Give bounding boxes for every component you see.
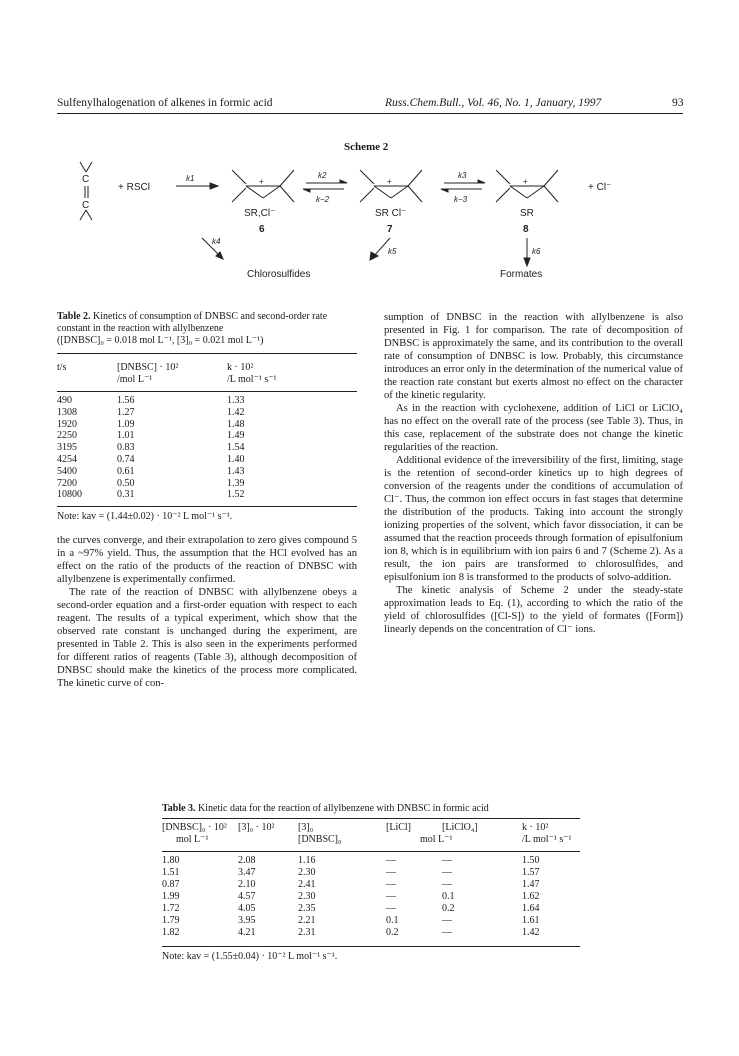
- table-header-row: t/s [DNBSC] · 10² k · 10²: [57, 362, 254, 373]
- table-row: 4254 0.74 1.40: [57, 453, 245, 465]
- running-title: Sulfenylhalogenation of alkenes in formic acid: [57, 97, 273, 109]
- table-row: 1.80 2.08 1.16 — — 1.50: [162, 855, 540, 866]
- table3-note: Note: kav = (1.55±0.04) · 10⁻² L mol⁻¹ s⁻¹.: [162, 951, 338, 962]
- table-row: 5400 0.61 1.43: [57, 465, 245, 477]
- svg-text:k2: k2: [318, 171, 327, 180]
- table-header-row: [DNBSC]₀ · 10² [3]₀ · 10² [3]₀ [LiCl] [LiClO₄] k · 10²: [162, 822, 549, 833]
- page-number: 93: [672, 97, 684, 109]
- table-row: 1.51 3.47 2.30 — — 1.57: [162, 867, 540, 878]
- left-column-text: the curves converge, and their extrapolation to zero gives compound 5 in a ~97% yield. Thus, the assumption that the HCl evolved has an effect on the ratio of the products of the reaction of DNBSC with allylbenzene is experimentally confirmed. The rate of the reaction of DNBSC with allylbenzene obeys a second-order equation and a first-order equation with respect to each reagent. The results of a typical experiment, which show that the observed rate constant is unchanged during the experiment, are presented in Table 2. This is also seen in the experiments performed for different ratios of reagents (Table 3), although decomposition of DNBSC should make the kinetics of the process more complicated. The kinetic curve of con-: [57, 535, 357, 689]
- reaction-scheme: [60, 150, 680, 285]
- alkene-bond: [80, 162, 86, 172]
- table-row: 7200 0.50 1.39: [57, 477, 245, 489]
- compound-8-number: 8: [523, 224, 529, 235]
- table-row: 2250 1.01 1.49: [57, 430, 245, 442]
- svg-text:k6: k6: [532, 247, 541, 256]
- table-row: 1.72 4.05 2.35 — 0.2 1.64: [162, 903, 540, 914]
- table2-note: Note: kav = (1.44±0.02) · 10⁻² L mol⁻¹ s⁻¹.: [57, 511, 233, 522]
- table-row: 1.79 3.95 2.21 0.1 — 1.61: [162, 915, 540, 926]
- svg-text:+: +: [387, 177, 392, 186]
- scheme-title: Scheme 2: [344, 141, 389, 153]
- table-row: 1.82 4.21 2.31 0.2 — 1.42: [162, 927, 540, 938]
- svg-text:k5: k5: [388, 247, 397, 256]
- svg-text:+: +: [259, 177, 264, 186]
- right-column-text: sumption of DNBSC in the reaction with allylbenzene is also presented in Fig. 1 for comparison. The rate of decomposition of DNBSC is approximately the same, and its contribution to the overall rate of consumption of DNBSC is low. Probably, this circumstance introduces an error only in the determination of the numerical value of the reaction rate constant but exerts almost no effect on the character of the kinetic regularity. As in the reaction with cyclohexene, addition of LiCl or LiClO₄ has no effect on the overall rate of the process (see Table 3). Thus, in this case, replacement of the substrate does not change the kinetic regularities of the reaction. Additional evidence of the irreversibility of the first, limiting, stage is the retention of second-order kinetics up to high degrees of conversion of the reagents under the conditions of accumulation of Cl⁻. Thus, the common ion effect occurs in fast stages that determine the distribution of the products. Taking into account the strongly ionizing properties of the solvent, which favor dissociation, it can be assumed that the reaction proceeds through formation of episulfonium ion 8, which is in equilibrium with ion pairs 6 and 7 (Scheme 2). As a result, the ion pairs are transformed to chlorosulfides, and episulfonium ion 8 is transformed to the products of solvo-addition. The kinetic analysis of Scheme 2 under the steady-state approximation leads to Eq. (1), according to which the ratio of the yield of chlorosulfides ([Cl-S]) to the yield of formates ([Form]) linearly depends on the concentration of Cl⁻ ions.: [384, 312, 683, 635]
- svg-text:k4: k4: [212, 237, 221, 246]
- compound-7-number: 7: [387, 224, 393, 235]
- table3-caption: Table 3. Kinetic data for the reaction of allylbenzene with DNBSC in formic acid: [162, 803, 489, 814]
- table-subheader-row: mol L⁻¹ [DNBSC]₀ mol L⁻¹ /L mol⁻¹ s⁻¹: [176, 834, 572, 845]
- svg-text:k1: k1: [186, 174, 195, 183]
- chloride-label: + Cl⁻: [588, 182, 612, 193]
- table-row: 1920 1.09 1.48: [57, 418, 245, 430]
- carbon-upper: C: [82, 174, 90, 185]
- svg-text:k3: k3: [458, 171, 467, 180]
- table2: [57, 362, 357, 386]
- table2-caption: Table 2. Kinetics of consumption of DNBSC and second-order rate constant in the reaction with allylbenzene ([DNBSC]₀ = 0.018 mol L⁻¹, [3]₀ = 0.021 mol L⁻¹): [57, 311, 328, 346]
- svg-text:k−3: k−3: [454, 195, 468, 204]
- table-row: 0.87 2.10 2.41 — — 1.47: [162, 879, 540, 890]
- carbon-lower: C: [82, 200, 90, 211]
- header-rule: [57, 113, 683, 114]
- table2-body: [57, 395, 357, 501]
- formates-label: Formates: [500, 269, 543, 280]
- table-row: 3195 0.83 1.54: [57, 442, 245, 454]
- table-row: 490 1.56 1.33: [57, 395, 245, 406]
- svg-text:+: +: [523, 177, 528, 186]
- chlorosulfides-label: Chlorosulfides: [247, 269, 311, 280]
- table3-header: [162, 822, 582, 846]
- compound-6-number: 6: [259, 224, 265, 235]
- reagent-label: + RSCl: [118, 182, 150, 193]
- table-row: 1308 1.27 1.42: [57, 406, 245, 418]
- table-row: 1.99 4.57 2.30 — 0.1 1.62: [162, 891, 540, 902]
- episulfonium-8-label: SR: [520, 208, 534, 219]
- table-row: 10800 0.31 1.52: [57, 489, 245, 501]
- svg-text:k−2: k−2: [316, 195, 330, 204]
- table-subheader-row: /mol L⁻¹ /L mol⁻¹ s⁻¹: [117, 373, 277, 385]
- ion-pair-6-label: SR,Cl⁻: [244, 208, 276, 219]
- ion-pair-7-label: SR Cl⁻: [375, 208, 407, 219]
- table3-body: [162, 855, 582, 939]
- journal-reference: Russ.Chem.Bull., Vol. 46, No. 1, January, 1997: [385, 97, 602, 109]
